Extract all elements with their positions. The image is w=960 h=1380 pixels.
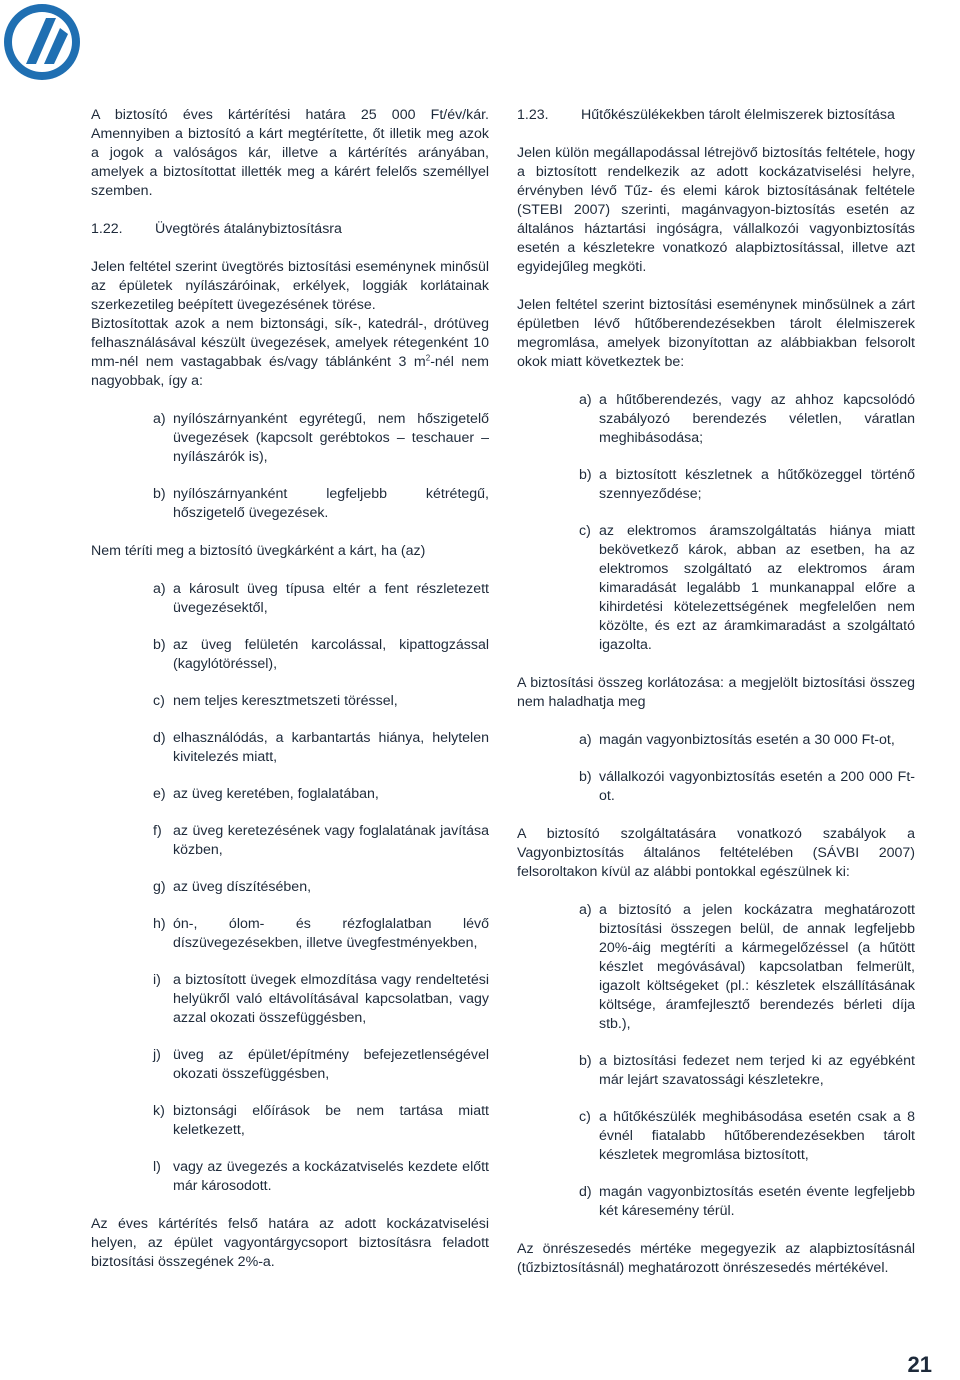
list-item xyxy=(91,971,489,1028)
list-item-text: a biztosított készletnek a hűtőközeggel történő szennyeződése; xyxy=(599,467,915,502)
list-item-label: k) xyxy=(153,1103,165,1119)
list-item-label: b) xyxy=(579,769,592,785)
list-item xyxy=(517,768,915,806)
list-item-text: vagy az üvegezés a kockázatviselés kezdete előtt már károsodott. xyxy=(173,1159,489,1194)
list-item-text: üveg az épület/építmény befejezetlenségével okozati összefüggésben, xyxy=(173,1047,489,1082)
annual-limit-paragraph: Az éves kártérítés felső határa az adott kockázatviselési helyen, az épület vagyontárgycsoport biztosításra feladott biztosítási összegének 2%-a. xyxy=(91,1216,489,1270)
list-item-label: b) xyxy=(153,486,166,502)
right-column xyxy=(517,106,915,1278)
list-item-label: b) xyxy=(153,637,166,653)
list-item-label: g) xyxy=(153,879,166,895)
list-item-label: c) xyxy=(153,693,165,709)
list-item-text: a hűtőberendezés, vagy az ahhoz kapcsolódó szabályozó berendezés véletlen, váratlan meghibásodása; xyxy=(599,392,915,446)
savbi-paragraph: A biztosító szolgáltatására vonatkozó szabályok a Vagyonbiztosítás általános feltételében (SÁVBI 2007) felsoroltakon kívül az alábbi pontokkal egészülnek ki: xyxy=(517,826,915,880)
list-item xyxy=(91,822,489,860)
list-item-text: az üveg díszítésében, xyxy=(173,879,312,895)
list-item xyxy=(91,1102,489,1140)
list-item-label: a) xyxy=(153,411,166,427)
exclusions-intro: Nem téríti meg a biztosító üvegkárként a kárt, ha (az) xyxy=(91,543,426,559)
section-number: 1.22. xyxy=(91,221,123,237)
list-item-label: c) xyxy=(579,523,591,539)
list-item-text: nyílószárnyanként egyrétegű, nem hőszigetelő üvegezések (kapcsolt gerébtokos – teschauer – nyílászárók is), xyxy=(173,411,489,465)
list-item xyxy=(517,901,915,1034)
left-column xyxy=(91,106,489,1272)
list-item xyxy=(517,391,915,448)
sum-limit-paragraph: A biztosítási összeg korlátozása: a megjelölt biztosítási összeg nem haladhatja meg xyxy=(517,675,915,710)
list-item-text: az elektromos áramszolgáltatás hiánya miatt bekövetkező károk, abban az esetben, ha az elektromos szolgáltató az elektromos áram kimaradását legalább 1 munkanappal előre a kihirdetési kötelezettségének megfelelően nem közölte, és ezt az áramkimaradást a szolgáltató igazolta. xyxy=(599,523,915,653)
list-item-text: az üveg felületén karcolással, kipattogzással (kagylótöréssel), xyxy=(173,637,489,672)
list-item-text: az üveg keretezésének vagy foglalatának javítása közben, xyxy=(173,823,489,858)
list-item xyxy=(517,1183,915,1221)
list-item-text: biztonsági előírások be nem tartása miatt keletkezett, xyxy=(173,1103,489,1138)
insured-glazing-list xyxy=(91,410,489,523)
list-item-text: nem teljes keresztmetszeti töréssel, xyxy=(173,693,398,709)
intro-paragraph: A biztosító éves kártérítési határa 25 000 Ft/év/kár. Amennyiben a biztosító a kárt megtérítette, őt illetik meg azok a jogok a valóságos kár, illetve a kártérítés arányában, amelyek a biztosítottat illették meg a kárért felelős személlyel szemben. xyxy=(91,107,489,199)
list-item-text: magán vagyonbiztosítás esetén évente legfeljebb két káresemény térül. xyxy=(599,1184,915,1219)
list-item-label: j) xyxy=(153,1047,161,1063)
list-item-text: elhasználódás, a karbantartás hiánya, helytelen kivitelezés miatt, xyxy=(173,730,489,765)
list-item xyxy=(91,878,489,897)
section-title: Hűtőkészülékekben tárolt élelmiszerek biztosítása xyxy=(581,107,895,123)
causes-list xyxy=(517,391,915,655)
list-item-label: a) xyxy=(579,902,592,918)
list-item xyxy=(517,1108,915,1165)
section-heading-1-23 xyxy=(517,106,915,125)
list-item-label: h) xyxy=(153,916,166,932)
list-item-text: a károsult üveg típusa eltér a fent részletezett üvegezésektől, xyxy=(173,581,489,616)
list-item-text: a biztosítási fedezet nem terjed ki az egyébként már lejárt szavatossági készletekre, xyxy=(599,1053,915,1088)
deductible-paragraph: Az önrészesedés mértéke megegyezik az alapbiztosításnál (tűzbiztosításnál) meghatározott önrészesedés mértékével. xyxy=(517,1241,915,1276)
list-item xyxy=(91,1158,489,1196)
list-item xyxy=(517,466,915,504)
list-item-label: e) xyxy=(153,786,166,802)
exclusions-list xyxy=(91,580,489,1196)
sum-limit-list xyxy=(517,731,915,806)
list-item xyxy=(517,522,915,655)
list-item-text: vállalkozói vagyonbiztosítás esetén a 200 000 Ft-ot. xyxy=(599,769,915,804)
list-item xyxy=(91,410,489,467)
list-item-label: b) xyxy=(579,1053,592,1069)
list-item xyxy=(91,580,489,618)
list-item-label: b) xyxy=(579,467,592,483)
list-item xyxy=(91,692,489,711)
list-item xyxy=(91,915,489,953)
definition-paragraph: Jelen feltétel szerint biztosítási eseménynek minősülnek a zárt épületben lévő hűtőberendezésekben tárolt élelmiszerek megromlása, amelyek bizonyítottan az alábbiakban felsorolt okok miatt következtek be: xyxy=(517,297,915,370)
section-heading-1-22 xyxy=(91,220,489,239)
page-number: 21 xyxy=(907,1352,932,1377)
list-item-text: nyílószárnyanként legfeljebb kétrétegű, hőszigetelő üvegezések. xyxy=(173,486,489,521)
list-item xyxy=(91,636,489,674)
additional-rules-list xyxy=(517,901,915,1221)
list-item-text: a biztosító a jelen kockázatra meghatározott biztosítási összegen belül, de annak legfeljebb 20%-áig megtéríti a kármegelőzéssel (a hűtött készlet megóvásával) kapcsolatban felmerült, igazolt költségeket (pl.: készletek elszállításának költsége, áramfejlesztő berendezés bérleti díja stb.), xyxy=(599,902,915,1032)
list-item-label: d) xyxy=(153,730,166,746)
list-item-label: c) xyxy=(579,1109,591,1125)
list-item-text: a hűtőkészülék meghibásodása esetén csak a 8 évnél fiatalabb hűtőberendezésekben tárolt készletek megromlása biztosított, xyxy=(599,1109,915,1163)
list-item-label: f) xyxy=(153,823,162,839)
list-item-text: magán vagyonbiztosítás esetén a 30 000 Ft-ot, xyxy=(599,732,895,748)
list-item xyxy=(91,729,489,767)
list-item xyxy=(91,1046,489,1084)
condition-paragraph: Jelen külön megállapodással létrejövő biztosítás feltétele, hogy a biztosított rendelkezik az adott kockázatviselési helyre, érvényben lévő Tűz- és elemi károk biztosításának feltétele (STEBI 2007) szerinti, magánvagyon-biztosítás esetén az általános háztartási ingóságra, vállalkozói vagyonbiztosítás esetén a készletekre vonatkozó alapbiztosítással, illetve azt egyidejűleg megköti. xyxy=(517,145,915,275)
list-item-label: a) xyxy=(579,732,592,748)
company-logo xyxy=(4,4,80,80)
list-item-label: i) xyxy=(153,972,161,988)
list-item-text: a biztosított üvegek elmozdítása vagy rendeltetési helyükről való eltávolításával kapcsolatban, vagy azzal okozati összefüggésben, xyxy=(173,972,489,1026)
list-item-label: a) xyxy=(153,581,166,597)
list-item xyxy=(517,1052,915,1090)
list-item-text: ón-, ólom- és rézfoglalatban lévő díszüvegezésekben, illetve üvegfestményekben, xyxy=(173,916,489,951)
list-item-text: az üveg keretében, foglalatában, xyxy=(173,786,379,802)
list-item xyxy=(91,785,489,804)
list-item-label: d) xyxy=(579,1184,592,1200)
section-number: 1.23. xyxy=(517,107,549,123)
definition-paragraph: Jelen feltétel szerint üvegtörés biztosítási eseménynek minősül az épületek nyílászáróinak, erkélyek, loggiák korlátainak szerkezetileg beépített üvegezésének törése. xyxy=(91,259,489,313)
section-title: Üvegtörés átalánybiztosításra xyxy=(155,221,342,237)
list-item xyxy=(517,731,915,750)
list-item-label: a) xyxy=(579,392,592,408)
list-item-label: l) xyxy=(153,1159,161,1175)
list-item xyxy=(91,485,489,523)
insured-glass-paragraph: Biztosítottak azok a nem biztonsági, sík-, katedrál-, drótüveg felhasználásával készült üvegezések, amelyek rétegenként 10 mm-nél nem vastagabbak és/vagy táblánként 3 $m^2$-nél nem nagyobbak, így a: xyxy=(91,316,489,389)
